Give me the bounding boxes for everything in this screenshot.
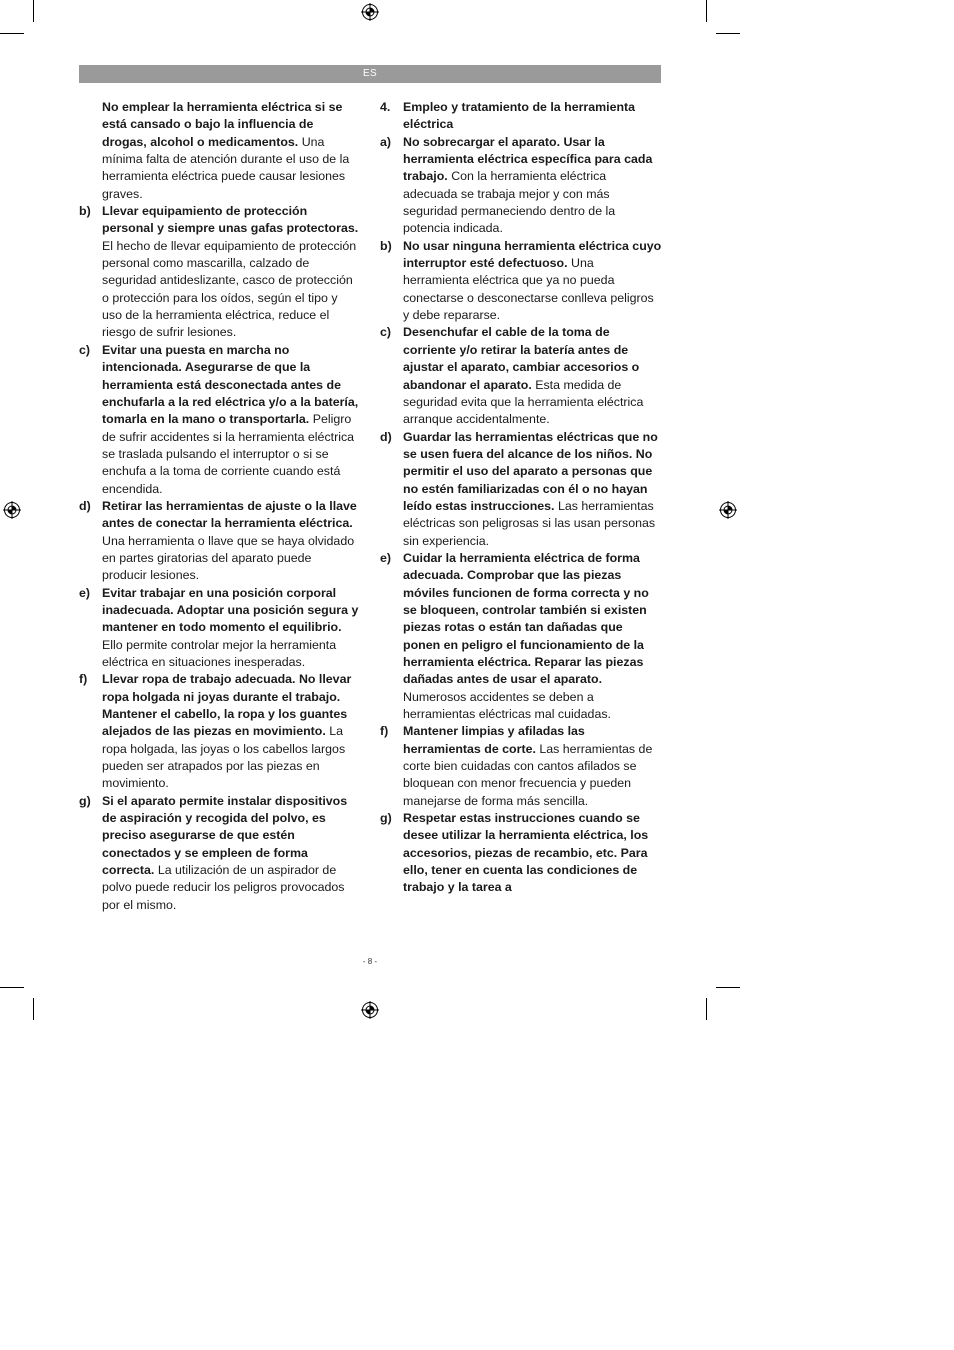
item-text: Con la herramienta eléctrica adecuada se trabaja mejor y con más seguridad permaneciendo dentro de la potencia indicada. <box>403 169 616 236</box>
crop-mark <box>706 998 707 1020</box>
item-heading: Evitar trabajar en una posición corporal inadecuada. Adoptar una posición segura y mantener en todo momento el equilibrio. <box>102 585 359 635</box>
item-label: f) <box>380 724 389 739</box>
item-text: Una herramienta o llave que se haya olvidado en partes giratorias del aparato puede producir lesiones. <box>102 533 355 583</box>
item-label: b) <box>380 238 392 253</box>
language-header-bar <box>79 65 661 83</box>
crop-mark <box>0 987 24 988</box>
item-heading: Retirar las herramientas de ajuste o la llave antes de conectar la herramienta eléctrica. <box>102 498 357 531</box>
crop-mark <box>716 33 740 34</box>
item-heading: Guardar las herramientas eléctricas que no se usen fuera del alcance de los niños. No permitir el uso del aparato a personas que no estén familiarizadas con él o no hayan leído estas instrucciones. <box>403 429 658 513</box>
safety-item <box>79 203 359 342</box>
item-heading: Mantener limpias y afiladas las herramientas de corte. <box>403 724 585 756</box>
section-number: 4. <box>380 100 391 114</box>
crop-mark <box>706 0 707 22</box>
safety-item <box>380 810 662 897</box>
item-heading: Llevar ropa de trabajo adecuada. No llevar ropa holgada ni joyas durante el trabajo. Mantener el cabello, la ropa y los guantes alejados de las piezas en movimiento. <box>102 672 352 739</box>
safety-item <box>79 671 359 792</box>
safety-item <box>79 793 359 914</box>
item-label: c) <box>79 342 91 357</box>
item-label: f) <box>79 672 88 687</box>
safety-item <box>380 723 662 810</box>
crop-mark <box>716 987 740 988</box>
crop-mark <box>33 998 34 1020</box>
safety-item <box>380 238 662 325</box>
item-text: Una mínima falta de atención durante el uso de la herramienta eléctrica puede causar lesiones graves. <box>102 134 350 201</box>
item-text: Peligro de sufrir accidentes si la herramienta eléctrica se traslada pulsando el interruptor o si se enchufa a la toma de corriente cuando está encendida. <box>102 412 355 496</box>
safety-item <box>79 99 359 203</box>
safety-item <box>79 498 359 585</box>
item-heading: Evitar una puesta en marcha no intencionada. Asegurarse de que la herramienta está desconectada antes de enchufarla a la red eléctrica y/o a la batería, tomarla en la mano o transportarla. <box>102 342 359 427</box>
language-label: ES <box>363 68 377 79</box>
page-number: - 8 - <box>362 957 378 966</box>
left-text-column <box>79 99 359 914</box>
item-label: e) <box>79 585 91 600</box>
item-text: Las herramientas de corte bien cuidadas con cantos afilados se bloquean con menor frecuencia y pueden manejarse de forma más sencilla. <box>403 741 653 808</box>
right-text-column <box>380 99 662 897</box>
item-label: g) <box>380 811 392 826</box>
item-label: d) <box>79 498 91 513</box>
item-text: Esta medida de seguridad evita que la herramienta eléctrica arranque accidentalmente. <box>403 377 644 427</box>
item-text: La utilización de un aspirador de polvo puede reducir los peligros provocados por el mismo. <box>102 863 345 912</box>
section-title: Empleo y tratamiento de la herramienta eléctrica <box>403 100 636 132</box>
crop-mark <box>0 33 24 34</box>
item-text: Ello permite controlar mejor la herramienta eléctrica en situaciones inesperadas. <box>102 637 337 669</box>
item-label: c) <box>380 325 392 340</box>
safety-item <box>79 342 359 498</box>
registration-mark-icon <box>361 3 379 21</box>
item-heading: No sobrecargar el aparato. Usar la herramienta eléctrica específica para cada trabajo. <box>403 134 653 184</box>
item-label: e) <box>380 550 392 565</box>
item-heading: Cuidar la herramienta eléctrica de forma adecuada. Comprobar que las piezas móviles funcionen de forma correcta y no se bloqueen, controlar también si existen piezas rotas o están tan dañadas que ponen en peligro el funcionamiento de la herramienta eléctrica. Reparar las piezas dañadas antes de usar el aparato. <box>403 550 649 687</box>
item-text: La ropa holgada, las joyas o los cabellos largos pueden ser atrapados por las piezas en movimiento. <box>102 724 346 791</box>
item-heading: No emplear la herramienta eléctrica si se está cansado o bajo la influencia de drogas, alcohol o medicamentos. <box>102 100 343 149</box>
safety-item <box>380 550 662 723</box>
item-text: Una herramienta eléctrica que ya no pueda conectarse o desconectarse conlleva peligros y debe repararse. <box>403 256 654 323</box>
item-heading: Respetar estas instrucciones cuando se desee utilizar la herramienta eléctrica, los accesorios, piezas de recambio, etc. Para ello, tener en cuenta las condiciones de trabajo y la tarea a <box>403 811 649 895</box>
registration-mark-icon <box>3 501 21 519</box>
safety-item <box>380 134 662 238</box>
crop-mark <box>33 0 34 22</box>
item-label: g) <box>79 793 91 808</box>
registration-mark-icon <box>719 501 737 519</box>
item-text: Numerosos accidentes se deben a herramientas eléctricas mal cuidadas. <box>403 689 611 722</box>
item-heading: Si el aparato permite instalar dispositivos de aspiración y recogida del polvo, es preciso asegurarse de que estén conectados y se empleen de forma correcta. <box>102 793 348 878</box>
item-text: El hecho de llevar equipamiento de protección personal como mascarilla, calzado de seguridad antideslizante, casco de protección o protección para los oídos, según el tipo y uso de la herramienta eléctrica, reduce el riesgo de sufrir lesiones. <box>102 238 357 340</box>
item-heading: Llevar equipamiento de protección personal y siempre unas gafas protectoras. <box>102 204 359 236</box>
item-heading: No usar ninguna herramienta eléctrica cuyo interruptor esté defectuoso. <box>403 238 662 271</box>
item-label: b) <box>79 204 91 219</box>
item-heading: Desenchufar el cable de la toma de corriente y/o retirar la batería antes de ajustar el aparato, cambiar accesorios o abandonar el aparato. <box>403 325 640 392</box>
item-label: d) <box>380 429 392 444</box>
item-text: Las herramientas eléctricas son peligrosas si las usan personas sin experiencia. <box>403 498 656 548</box>
safety-item <box>380 324 662 428</box>
safety-item <box>79 585 359 672</box>
item-label: a) <box>380 134 392 149</box>
section-heading <box>380 99 662 134</box>
safety-item <box>380 429 662 550</box>
registration-mark-icon <box>361 1001 379 1019</box>
